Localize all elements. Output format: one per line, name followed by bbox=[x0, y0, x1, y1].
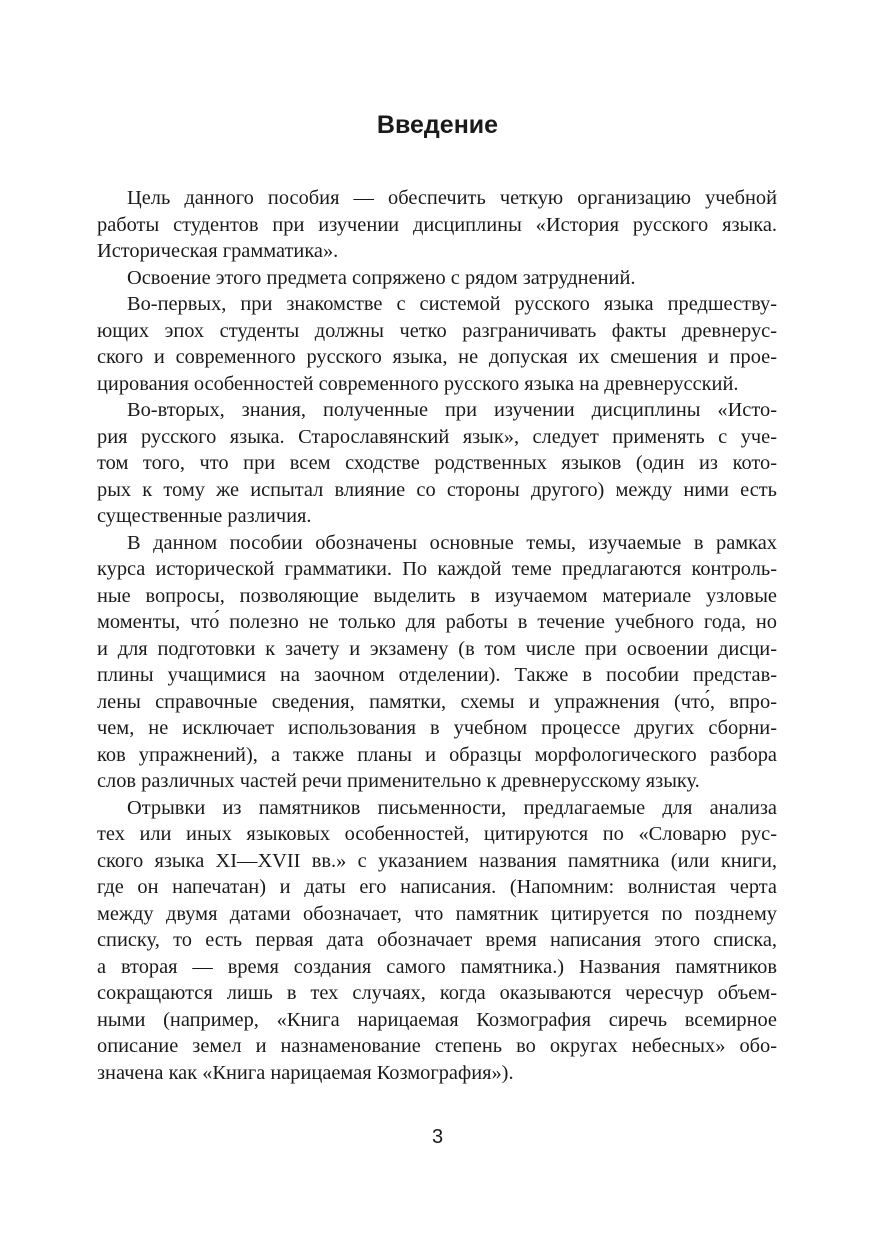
text-line: цирования особенностей современного русского языка на древнерусский. bbox=[97, 372, 739, 395]
text-line: плины учащимися на заочном отделении). Также в пособии представ- bbox=[97, 664, 777, 686]
text-line: сокращаются лишь в тех случаях, когда оказываются чересчур объем- bbox=[97, 982, 777, 1004]
text-line: Отрывки из памятников письменности, предлагаемые для анализа bbox=[127, 796, 777, 819]
text-line: рия русского языка. Старославянский язык», следует применять с уче- bbox=[97, 425, 777, 448]
text-line: ского языка XI—XVII вв.» с указанием названия памятника (или книги, bbox=[97, 849, 777, 872]
text-line: том того, что при всем сходстве родственных языков (один из кото- bbox=[97, 452, 777, 474]
text-line: ные вопросы, позволяющие выделить в изучаемом материале узловые bbox=[97, 584, 777, 607]
text-line: моменты, что́ полезно не только для работы в течение учебного года, но bbox=[97, 611, 777, 633]
paragraph-second-point bbox=[97, 397, 777, 530]
text-line: В данном пособии обозначены основные темы, изучаемые в рамках bbox=[127, 531, 777, 554]
text-line: Освоение этого предмета сопряжено с рядом затруднений. bbox=[127, 266, 636, 289]
text-line: ными (например, «Книга нарицаемая Козмография сиречь всемирное bbox=[97, 1008, 777, 1031]
text-line: курса исторической грамматики. По каждой теме предлагаются контроль- bbox=[97, 558, 777, 580]
text-line: описание земел и назнаменование степень во округах небесных» обо- bbox=[97, 1035, 777, 1057]
text-line: Цель данного пособия — обеспечить четкую организацию учебной bbox=[127, 187, 777, 209]
text-line: работы студентов при изучении дисциплины «История русского языка. bbox=[97, 213, 777, 236]
text-line: где он напечатан) и даты его написания. (Напомним: волнистая черта bbox=[97, 876, 777, 898]
text-line: Историческая грамматика». bbox=[97, 240, 339, 262]
body-text bbox=[97, 185, 777, 1086]
text-line: а вторая — время создания самого памятника.) Названия памятников bbox=[97, 955, 777, 978]
page-number: 3 bbox=[431, 1126, 444, 1148]
text-line: и для подготовки к зачету и экзамену (в том числе при освоении дисци- bbox=[97, 637, 777, 660]
text-line: ков упражнений), а также планы и образцы морфологического разбора bbox=[97, 743, 777, 766]
text-line: лены справочные сведения, памятки, схемы и упражнения (что́, впро- bbox=[97, 690, 777, 713]
paragraph-difficulties bbox=[97, 265, 777, 292]
paragraph-contents bbox=[97, 530, 777, 795]
text-line: чем, не исключает использования в учебном процессе других сборни- bbox=[97, 717, 777, 739]
paragraph-first-point bbox=[97, 291, 777, 397]
text-line: списку, то есть первая дата обозначает время написания этого списка, bbox=[97, 929, 777, 951]
text-line: тех или иных языковых особенностей, цитируются по «Словарю рус- bbox=[97, 823, 777, 845]
text-line: между двумя датами обозначает, что памятник цитируется по позднему bbox=[97, 902, 777, 925]
text-line: ского и современного русского языка, не допуская их смешения и прое- bbox=[97, 346, 777, 368]
text-line: слов различных частей речи применительно к древнерусскому языку. bbox=[97, 770, 700, 792]
text-line: существенные различия. bbox=[97, 505, 312, 527]
text-line: ющих эпох студенты должны четко разграничивать факты древнерус- bbox=[97, 319, 777, 342]
paragraph-citations bbox=[97, 795, 777, 1087]
text-line: Во-первых, при знакомстве с системой русского языка предшеству- bbox=[127, 293, 777, 315]
page-title: Введение bbox=[376, 111, 499, 139]
text-line: Во-вторых, знания, полученные при изучении дисциплины «Исто- bbox=[127, 399, 777, 421]
text-line: рых к тому же испытал влияние со стороны другого) между ними есть bbox=[97, 478, 777, 501]
text-line: значена как «Книга нарицаемая Козмография»). bbox=[97, 1061, 514, 1084]
paragraph-purpose bbox=[97, 185, 777, 265]
